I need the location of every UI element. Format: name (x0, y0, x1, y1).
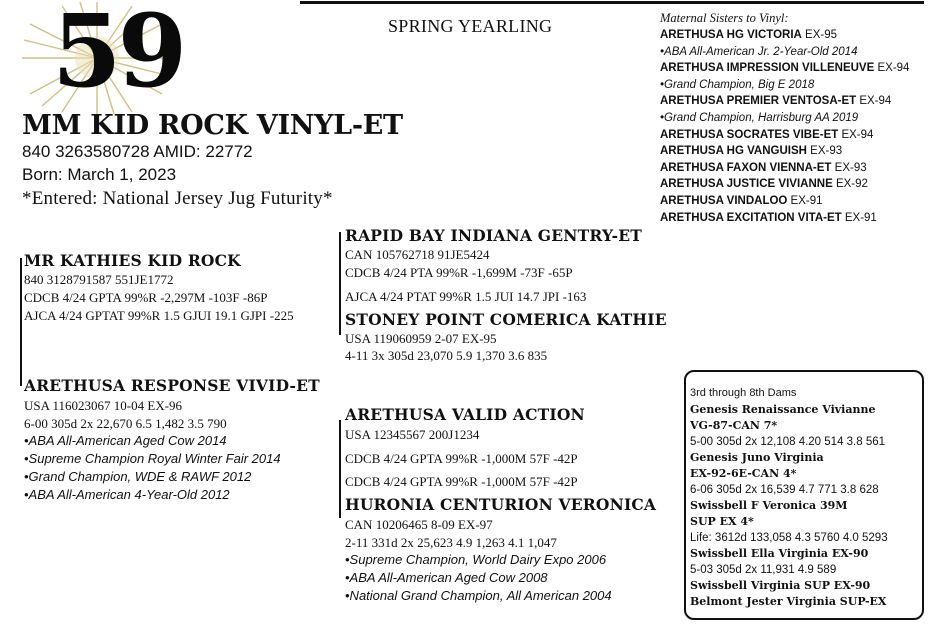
dam-dam-name: HURONIA CENTURION VERONICA (345, 495, 657, 514)
sire-line: CDCB 4/24 GPTA 99%R -2,297M -103F -86P (24, 290, 268, 305)
sire-sire-name: RAPID BAY INDIANA GENTRY-ET (345, 226, 643, 245)
animal-born: Born: March 1, 2023 (22, 165, 177, 184)
sire-dam-name: STONEY POINT COMERICA KATHIE (345, 310, 667, 329)
sister-score: EX-94 (838, 128, 874, 141)
dam-sire-line: CDCB 4/24 GPTA 99%R -1,000M 57F -42P (345, 474, 578, 489)
sister-name: ARETHUSA JUSTICE VIVIANNE (660, 178, 833, 191)
sister-entry (660, 127, 940, 144)
sister-honor: •Grand Champion, Big E 2018 (660, 78, 815, 91)
dam-dam-line: CAN 10206465 8-09 EX-97 (345, 517, 493, 532)
deep-dam-name: VG-87-CAN 7* (690, 419, 778, 432)
sister-entry (660, 27, 940, 44)
dam-honor: •ABA All-American 4-Year-Old 2012 (24, 487, 230, 502)
animal-entered: *Entered: National Jersey Jug Futurity* (22, 188, 333, 209)
dam-dam-honor: •ABA All-American Aged Cow 2008 (345, 570, 548, 585)
pedigree-main-bracket (20, 258, 22, 386)
sister-entry (660, 160, 940, 177)
sire-sire-line: CDCB 4/24 PTA 99%R -1,699M -73F -65P (345, 265, 573, 280)
sister-name: ARETHUSA EXCITATION VITA-ET (660, 211, 842, 224)
sister-name: ARETHUSA HG VICTORIA (660, 29, 802, 41)
sister-score: EX-95 (801, 29, 838, 41)
dam-sire-line: USA 12345567 200J1234 (345, 427, 480, 442)
deep-dam-name: Belmont Jester Virginia SUP-EX (690, 595, 887, 608)
deep-dam-name: Swissbell F Veronica 39M (690, 499, 848, 512)
dam-line: 6-00 305d 2x 22,670 6.5 1,482 3.5 790 (24, 416, 227, 431)
deep-dams-box (684, 370, 924, 620)
dam-sire-line: CDCB 4/24 GPTA 99%R -1,000M 57F -42P (345, 451, 578, 466)
maternal-sisters (660, 11, 940, 226)
top-rule (300, 1, 924, 4)
sire-dam-line: USA 119060959 2-07 EX-95 (345, 331, 497, 346)
dam-dam-line: 2-11 331d 2x 25,623 4.9 1,263 4.1 1,047 (345, 535, 557, 550)
sire-dam-line: 4-11 3x 305d 23,070 5.9 1,370 3.6 835 (345, 348, 548, 363)
deep-dam-name: Genesis Juno Virginia (690, 451, 824, 464)
sister-score: EX-93 (831, 161, 867, 174)
dam-line: USA 116023067 10-04 EX-96 (24, 398, 183, 413)
maternal-sisters-title: Maternal Sisters to Vinyl: (660, 11, 789, 25)
sister-score: EX-91 (841, 211, 877, 224)
dam-dam-honor: •Supreme Champion, World Dairy Expo 2006 (345, 552, 607, 567)
sister-score: EX-94 (856, 95, 892, 108)
dam-name: ARETHUSA RESPONSE VIVID-ET (24, 376, 320, 395)
sister-score: EX-94 (874, 62, 910, 75)
deep-dam-name: Genesis Renaissance Vivianne (690, 403, 876, 416)
deep-dam-record: 5-03 305d 2x 11,931 4.9 589 (690, 564, 837, 576)
lot-number-badge (22, 0, 184, 114)
sister-score: EX-92 (832, 178, 868, 191)
dam-bracket (339, 420, 341, 518)
sister-name: ARETHUSA PREMIER VENTOSA-ET (660, 95, 857, 108)
sire-sire-line: AJCA 4/24 PTAT 99%R 1.5 JUI 14.7 JPI -163 (345, 289, 587, 304)
animal-name: MM KID ROCK VINYL-ET (22, 110, 403, 141)
sister-name: ARETHUSA SOCRATES VIBE-ET (660, 128, 839, 141)
sister-entry (660, 176, 940, 193)
sire-bracket (339, 232, 341, 335)
deep-dam-name: EX-92-6E-CAN 4* (690, 467, 797, 480)
deep-dams-title: 3rd through 8th Dams (690, 387, 797, 399)
sire-line: 840 3128791587 551JE1772 (24, 272, 174, 287)
dam-honor: •ABA All-American Aged Cow 2014 (24, 433, 227, 448)
sister-name: ARETHUSA HG VANGUISH (660, 145, 807, 158)
sister-score: EX-93 (806, 145, 843, 158)
sire-name: MR KATHIES KID ROCK (24, 251, 241, 270)
sister-entry (660, 210, 940, 227)
deep-dam-record: 5-00 305d 2x 12,108 4.20 514 3.8 561 (690, 436, 886, 448)
sister-honor: •ABA All-American Jr. 2-Year-Old 2014 (660, 45, 858, 58)
lot-number: 59 (52, 0, 184, 110)
sister-entry (660, 60, 940, 77)
sister-name: ARETHUSA FAXON VIENNA-ET (660, 161, 832, 174)
deep-dam-name: Swissbell Virginia SUP EX-90 (690, 579, 871, 592)
deep-dam-record: 6-06 305d 2x 16,539 4.7 771 3.8 628 (690, 484, 879, 496)
sister-entry (660, 193, 940, 210)
animal-ids: 840 3263580728 AMID: 22772 (22, 142, 253, 161)
sister-name: ARETHUSA VINDALOO (660, 194, 788, 207)
sister-name: ARETHUSA IMPRESSION VILLENEUVE (660, 62, 875, 75)
dam-honor: •Supreme Champion Royal Winter Fair 2014 (24, 451, 281, 466)
deep-dams-list (690, 402, 922, 610)
deep-dam-record: Life: 3612d 133,058 4.3 5760 4.0 5293 (690, 532, 888, 544)
sire-line: AJCA 4/24 GPTAT 99%R 1.5 GJUI 19.1 GJPI -225 (24, 308, 294, 323)
dam-honor: •Grand Champion, WDE & RAWF 2012 (24, 469, 252, 484)
category-label: SPRING YEARLING (388, 16, 553, 36)
dam-sire-name: ARETHUSA VALID ACTION (345, 405, 585, 424)
dam-dam-honor: •National Grand Champion, All American 2004 (345, 588, 612, 603)
sister-honor: •Grand Champion, Harrisburg AA 2019 (660, 111, 859, 124)
deep-dam-name: SUP EX 4* (690, 515, 754, 528)
maternal-sisters-list (660, 27, 940, 226)
sister-score: EX-91 (787, 194, 823, 207)
sire-sire-line: CAN 105762718 91JE5424 (345, 247, 490, 262)
sister-entry (660, 93, 940, 110)
deep-dam-name: Swissbell Ella Virginia EX-90 (690, 547, 869, 560)
sister-entry (660, 143, 940, 160)
